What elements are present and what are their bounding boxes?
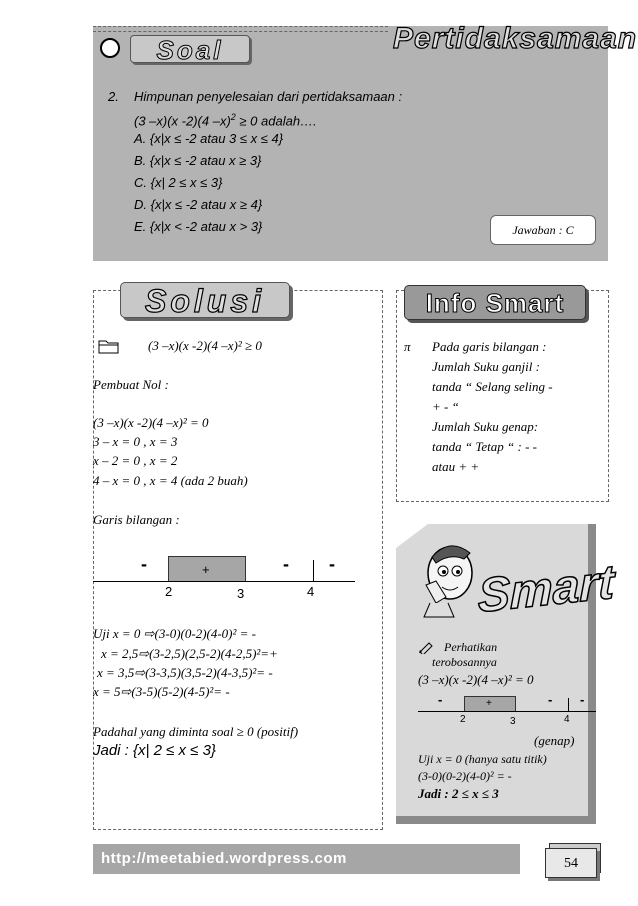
info-panel <box>396 290 609 502</box>
sign: + <box>486 698 492 709</box>
sign: - <box>141 554 147 574</box>
info-line-5: Jumlah Suku genap: <box>432 419 539 434</box>
solution-conclusion: Jadi : {x| 2 ≤ x ≤ 3} <box>93 742 216 759</box>
writing-hand-icon <box>418 640 434 654</box>
info-line-7: atau + + <box>432 459 480 474</box>
smart-number-line <box>418 692 596 728</box>
expression-exponent: 2 <box>230 112 236 122</box>
smart-word: Smart <box>478 555 615 624</box>
sign: - <box>580 692 585 707</box>
solution-line-6: 4 – x = 0 , x = 4 (ada 2 buah) <box>93 473 248 488</box>
tick-label: 4 <box>564 714 570 725</box>
solution-line-10: x = 3,5⇨(3-3,5)(3,5-2)(4-3,5)²= - <box>97 665 273 680</box>
question-stem: Himpunan penyelesaian dari pertidaksamaan : <box>134 89 403 104</box>
expression-text: (3 –x)(x -2)(4 –x) <box>134 113 231 129</box>
sign: - <box>548 692 553 707</box>
smart-line-3: (3 –x)(x -2)(4 –x)² = 0 <box>418 672 534 687</box>
option-d: D. {x|x ≤ -2 atau x ≥ 4} <box>134 197 263 212</box>
smart-line-6: (3-0)(0-2)(4-0)² = - <box>418 769 512 783</box>
tick-label: 4 <box>307 584 315 599</box>
soal-badge: Soal <box>130 35 250 63</box>
question-number: 2. <box>108 89 119 104</box>
tick-label: 3 <box>237 586 245 601</box>
tick-label: 3 <box>510 716 516 727</box>
number-line <box>93 552 355 601</box>
option-e: E. {x|x < -2 atau x > 3} <box>134 219 263 234</box>
axis-line <box>418 711 596 712</box>
solution-line-11: x = 5⇨(3-5)(5-2)(4-5)²= - <box>93 684 230 699</box>
info-line-1: Pada garis bilangan : <box>432 339 547 354</box>
option-c: C. {x| 2 ≤ x ≤ 3} <box>134 175 223 190</box>
solution-line-3: (3 –x)(x -2)(4 –x)² = 0 <box>93 415 209 430</box>
info-line-3: tanda “ Selang seling - <box>432 379 553 394</box>
option-b: B. {x|x ≤ -2 atau x ≥ 3} <box>134 153 262 168</box>
sign: + <box>202 562 210 577</box>
tick-label: 2 <box>460 714 466 725</box>
solution-line-4: 3 – x = 0 , x = 3 <box>93 434 178 449</box>
panel-top-border <box>93 26 388 32</box>
smart-line-2: terobosannya <box>432 655 497 669</box>
option-a: A. {x|x ≤ -2 atau 3 ≤ x ≤ 4} <box>134 131 284 146</box>
solution-line-7: Garis bilangan : <box>93 512 180 527</box>
expression-tail: ≥ 0 adalah…. <box>235 113 317 129</box>
sign: - <box>283 554 289 574</box>
tick-mark <box>313 560 314 582</box>
info-line-2: Jumlah Suku ganjil : <box>432 359 540 374</box>
smart-line-5: Uji x = 0 (hanya satu titik) <box>418 752 547 766</box>
solution-line-9: x = 2,5⇨(3-2,5)(2,5-2)(4-2,5)²=+ <box>101 646 278 661</box>
smart-line-1: Perhatikan <box>444 640 498 654</box>
tick-label: 2 <box>165 584 173 599</box>
pi-bullet-icon: π <box>404 339 411 354</box>
folder-icon <box>98 338 120 354</box>
solution-line-5: x – 2 = 0 , x = 2 <box>93 453 178 468</box>
solution-line-12: Padahal yang diminta soal ≥ 0 (positif) <box>93 724 299 739</box>
smart-line-4: (genap) <box>534 733 575 748</box>
info-line-6: tanda “ Tetap “ : - - <box>432 439 537 454</box>
smart-conclusion: Jadi : 2 ≤ x ≤ 3 <box>418 786 499 801</box>
footer-url: http://meetabied.wordpress.com <box>93 844 520 874</box>
sign: - <box>438 692 443 707</box>
solution-line-1: (3 –x)(x -2)(4 –x)² ≥ 0 <box>148 338 262 353</box>
page-number: 54 <box>545 848 597 878</box>
sign: - <box>329 554 335 574</box>
page-title: Pertidaksamaan <box>393 22 638 55</box>
answer-box: Jawaban : C <box>490 215 596 245</box>
thinking-man-icon <box>410 535 485 620</box>
info-line-4: + - “ <box>432 399 459 414</box>
solution-line-2: Pembuat Nol : <box>93 377 169 392</box>
solusi-badge: Solusi <box>120 282 290 318</box>
tick-mark <box>568 698 569 712</box>
solution-line-8: Uji x = 0 ⇨(3-0)(0-2)(4-0)² = - <box>93 626 257 641</box>
info-smart-badge: Info Smart <box>404 285 586 320</box>
axis-line <box>93 581 355 582</box>
circle-icon <box>100 38 120 58</box>
